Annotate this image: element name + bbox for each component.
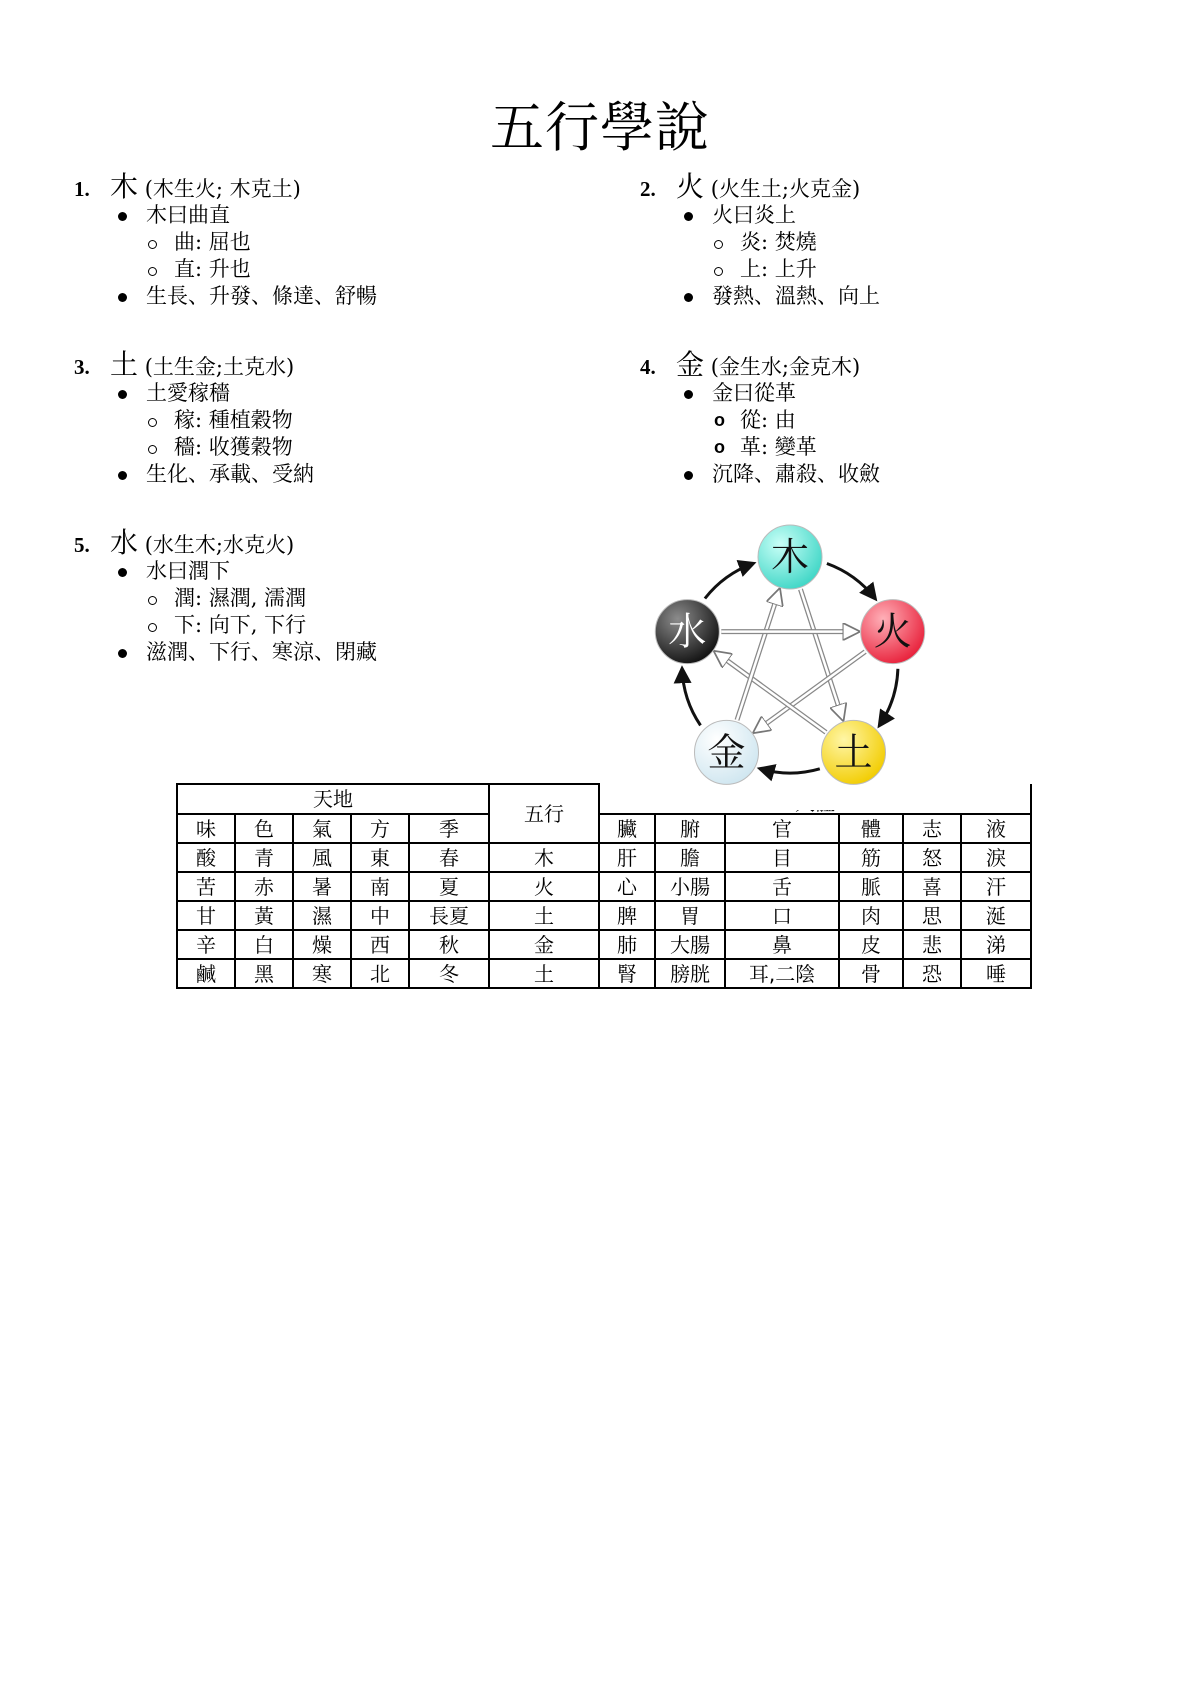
section-heading — [640, 172, 1120, 202]
table-cell: 冬 — [409, 959, 489, 988]
group-header-tiandi: 天地 — [177, 784, 489, 814]
sub-list-item-text: 曲: 屈也 — [174, 230, 251, 254]
table-cell: 肝 — [599, 843, 655, 872]
table-cell: 思 — [903, 901, 961, 930]
table-cell: 耳,二陰 — [725, 959, 839, 988]
o-bullet-icon: o — [714, 437, 725, 457]
list-item — [640, 380, 1120, 407]
column-header: 色 — [235, 814, 293, 843]
section-element: 木 — [110, 170, 139, 203]
sub-list-item — [640, 229, 1120, 256]
table-cell: 木 — [489, 843, 599, 872]
table-cell: 心 — [599, 872, 655, 901]
table-cell: 喜 — [903, 872, 961, 901]
table-cell: 口 — [725, 901, 839, 930]
table-cell: 肺 — [599, 930, 655, 959]
table-cell: 燥 — [293, 930, 351, 959]
column-header: 腑 — [655, 814, 725, 843]
list-item-text: 土愛稼穡 — [146, 381, 230, 405]
table-cell: 苦 — [177, 872, 235, 901]
table-cell: 汗 — [961, 872, 1031, 901]
table-cell: 筋 — [839, 843, 903, 872]
sub-list-item — [74, 229, 554, 256]
bullet-icon — [118, 568, 127, 577]
section-number: 5. — [74, 533, 90, 557]
sub-list-item-text: 從: 由 — [740, 408, 796, 432]
list-item — [640, 461, 1120, 488]
table-row — [177, 872, 1031, 901]
table-cell: 酸 — [177, 843, 235, 872]
list-item-text: 木曰曲直 — [146, 203, 230, 227]
table-cell: 火 — [489, 872, 599, 901]
table-cell: 怒 — [903, 843, 961, 872]
sub-list-item — [74, 407, 554, 434]
sub-list-item — [640, 256, 1120, 283]
table-cell: 涎 — [961, 901, 1031, 930]
table-cell: 目 — [725, 843, 839, 872]
circle-bullet-icon — [148, 623, 157, 632]
list-item-text: 生長、升發、條達、舒暢 — [146, 284, 377, 308]
section-element: 金 — [676, 348, 705, 381]
table-cell: 淚 — [961, 843, 1031, 872]
section-element: 火 — [676, 170, 705, 203]
element-node-label: 水 — [668, 609, 707, 654]
section-number: 4. — [640, 355, 656, 379]
section-heading — [74, 350, 554, 380]
table-body — [177, 843, 1031, 988]
table-cell: 脾 — [599, 901, 655, 930]
element-node-wood — [758, 525, 822, 589]
element-node-fire — [861, 600, 925, 664]
column-header: 志 — [903, 814, 961, 843]
table-row — [177, 930, 1031, 959]
page-title: 五行學說 — [490, 96, 710, 159]
section-number: 3. — [74, 355, 90, 379]
section-metal — [640, 350, 1120, 488]
element-node-earth — [822, 720, 886, 784]
circle-bullet-icon — [148, 596, 157, 605]
circle-bullet-icon — [148, 445, 157, 454]
table-cell: 悲 — [903, 930, 961, 959]
table-cell: 小腸 — [655, 872, 725, 901]
bullet-icon — [118, 471, 127, 480]
bullet-icon — [118, 390, 127, 399]
table-cell: 甘 — [177, 901, 235, 930]
list-item — [640, 283, 1120, 310]
sub-list-item-text: 炎: 焚燒 — [740, 230, 817, 254]
sub-list-item-text: 直: 升也 — [174, 257, 251, 281]
table-cell: 濕 — [293, 901, 351, 930]
list-item-text: 生化、承載、受納 — [146, 462, 314, 486]
table-cell: 鹹 — [177, 959, 235, 988]
table-cell: 土 — [489, 901, 599, 930]
table-cell: 舌 — [725, 872, 839, 901]
circle-bullet-icon — [714, 267, 723, 276]
element-node-label: 金 — [707, 730, 746, 775]
table-cell: 鼻 — [725, 930, 839, 959]
table-row — [177, 843, 1031, 872]
table-cell: 肉 — [839, 901, 903, 930]
table-cell: 黑 — [235, 959, 293, 988]
circle-bullet-icon — [714, 240, 723, 249]
table-cell: 秋 — [409, 930, 489, 959]
table-cell: 赤 — [235, 872, 293, 901]
element-node-metal — [695, 720, 759, 784]
o-bullet-icon: o — [714, 410, 725, 430]
bullet-icon — [684, 471, 693, 480]
list-item-text: 火曰炎上 — [712, 203, 796, 227]
section-earth — [74, 350, 554, 488]
column-header: 液 — [961, 814, 1031, 843]
list-item — [74, 461, 554, 488]
list-item — [74, 380, 554, 407]
table-cell: 恐 — [903, 959, 961, 988]
five-elements-diagram — [640, 520, 940, 810]
sub-list-item — [74, 434, 554, 461]
column-header: 味 — [177, 814, 235, 843]
table-cell: 夏 — [409, 872, 489, 901]
sub-list-item-text: 稼: 種植穀物 — [174, 408, 293, 432]
list-item — [74, 558, 554, 585]
list-item-text: 滋潤、下行、寒涼、閉藏 — [146, 640, 377, 664]
list-item — [74, 639, 554, 666]
column-header: 方 — [351, 814, 409, 843]
five-elements-table — [176, 783, 1032, 989]
element-node-label: 火 — [873, 609, 912, 654]
section-fire — [640, 172, 1120, 310]
table-cell: 中 — [351, 901, 409, 930]
bullet-icon — [118, 649, 127, 658]
table-cell: 骨 — [839, 959, 903, 988]
table-cell: 腎 — [599, 959, 655, 988]
section-relation: (金生水;金克木) — [704, 355, 861, 379]
column-header: 官 — [725, 814, 839, 843]
group-header-wuxing: 五行 — [489, 784, 599, 843]
table-cell: 胃 — [655, 901, 725, 930]
table-cell: 辛 — [177, 930, 235, 959]
list-item — [640, 202, 1120, 229]
bullet-icon — [684, 293, 693, 302]
bullet-icon — [684, 212, 693, 221]
sub-list-item-text: 革: 變革 — [740, 435, 817, 459]
list-item — [74, 202, 554, 229]
column-header: 體 — [839, 814, 903, 843]
section-element: 水 — [110, 526, 139, 559]
sub-list-item — [640, 434, 1120, 461]
list-item-text: 沉降、肅殺、收斂 — [712, 462, 880, 486]
table-header-row — [177, 814, 1031, 843]
section-relation: (木生火; 木克土) — [138, 177, 301, 201]
table-cell: 脈 — [839, 872, 903, 901]
section-wood — [74, 172, 554, 310]
table-cell: 暑 — [293, 872, 351, 901]
table-cell: 東 — [351, 843, 409, 872]
table-cell: 涕 — [961, 930, 1031, 959]
sub-list-item-text: 潤: 濕潤, 濡潤 — [174, 586, 307, 610]
sub-list-item — [74, 585, 554, 612]
section-element: 土 — [110, 348, 139, 381]
table-cell: 皮 — [839, 930, 903, 959]
list-item-text: 金曰從革 — [712, 381, 796, 405]
table-row — [177, 959, 1031, 988]
section-heading — [74, 172, 554, 202]
table-cell: 西 — [351, 930, 409, 959]
sub-list-item-text: 下: 向下, 下行 — [174, 613, 307, 637]
bullet-icon — [684, 390, 693, 399]
section-relation: (土生金;土克水) — [138, 355, 295, 379]
circle-bullet-icon — [148, 240, 157, 249]
circle-bullet-icon — [148, 418, 157, 427]
table-cell: 青 — [235, 843, 293, 872]
table-cell: 白 — [235, 930, 293, 959]
column-header: 氣 — [293, 814, 351, 843]
sub-list-item-text: 上: 上升 — [740, 257, 817, 281]
element-node-label: 土 — [834, 730, 873, 775]
table-cell: 膽 — [655, 843, 725, 872]
table-cell: 黃 — [235, 901, 293, 930]
section-heading — [640, 350, 1120, 380]
table-cell: 風 — [293, 843, 351, 872]
table-cell: 唾 — [961, 959, 1031, 988]
column-header: 臟 — [599, 814, 655, 843]
table-cell: 寒 — [293, 959, 351, 988]
section-relation: (火生土;火克金) — [704, 177, 861, 201]
element-node-label: 木 — [770, 535, 810, 579]
table-cell: 大腸 — [655, 930, 725, 959]
section-water — [74, 528, 554, 666]
section-number: 2. — [640, 177, 656, 201]
list-item-text: 發熱、溫熱、向上 — [712, 284, 880, 308]
column-header: 季 — [409, 814, 489, 843]
table-cell: 長夏 — [409, 901, 489, 930]
table-cell: 北 — [351, 959, 409, 988]
sub-list-item — [74, 256, 554, 283]
section-relation: (水生木;水克火) — [138, 533, 295, 557]
sub-list-item — [640, 407, 1120, 434]
sub-list-item-text: 穡: 收獲穀物 — [174, 435, 293, 459]
table-cell: 南 — [351, 872, 409, 901]
table-cell: 春 — [409, 843, 489, 872]
list-item-text: 水曰潤下 — [146, 559, 230, 583]
bullet-icon — [118, 212, 127, 221]
section-number: 1. — [74, 177, 90, 201]
list-item — [74, 283, 554, 310]
table-cell: 膀胱 — [655, 959, 725, 988]
table-cell: 金 — [489, 930, 599, 959]
sub-list-item — [74, 612, 554, 639]
circle-bullet-icon — [148, 267, 157, 276]
element-node-water — [655, 600, 719, 664]
table-cell: 土 — [489, 959, 599, 988]
section-heading — [74, 528, 554, 558]
table-row — [177, 901, 1031, 930]
bullet-icon — [118, 293, 127, 302]
